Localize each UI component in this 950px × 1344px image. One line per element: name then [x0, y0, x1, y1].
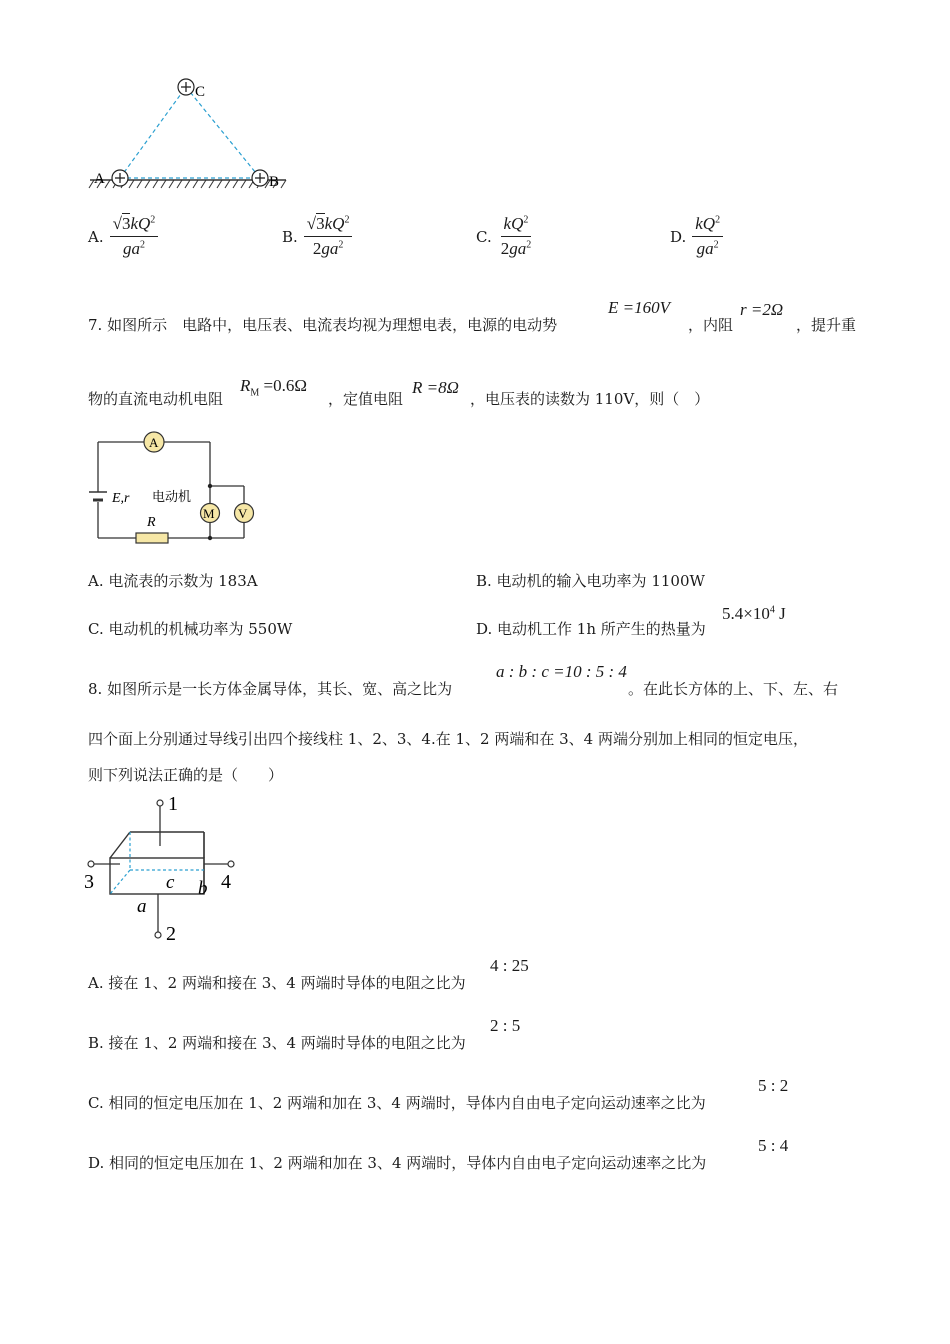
q6-option-c-letter: C.	[476, 227, 492, 246]
q6-option-a-letter: A.	[88, 227, 104, 246]
charge-a-icon	[112, 170, 128, 186]
charges-triangle-diagram	[86, 74, 296, 200]
q8-option-d-value: 5 : 4	[758, 1136, 789, 1155]
q7-internal-resistance: r =2Ω	[740, 300, 784, 319]
q7-stem-line1: 7. 如图所示 电路中，电压表、电流表均视为理想电表，电源的电动势	[88, 316, 558, 334]
q6-option-d-fraction: $\frac{kQ^2}{ga^2}$	[692, 214, 723, 259]
q8-option-b-value: 2 : 5	[490, 1016, 521, 1035]
source-label: E,r	[112, 491, 130, 506]
charge-c-icon	[178, 79, 194, 95]
label-c: C	[195, 84, 206, 100]
terminal-4-label: 4	[221, 871, 231, 893]
terminal-1-icon	[157, 800, 163, 806]
junction-top	[208, 484, 212, 488]
q6-option-b-fraction: $\frac{√3kQ^2}{2ga^2}$	[304, 214, 353, 259]
q8-option-c-value: 5 : 2	[758, 1076, 789, 1095]
q8-option-a[interactable]: A. 接在 1、2 两端和接在 3、4 两端时导体的电阻之比为	[88, 974, 466, 992]
q6-option-c-fraction: $\frac{kQ^2}{2ga^2}$	[500, 214, 532, 258]
q7-end2: ，电压表的读数为 110V，则（ ）	[470, 390, 710, 408]
q7-stem-line2: 物的直流电动机电阻	[88, 390, 224, 408]
q8-ratio: a : b : c =10 : 5 : 4	[496, 662, 627, 681]
terminal-1-label: 1	[168, 794, 178, 815]
edge-b-label: b	[198, 878, 208, 899]
charge-b-icon	[252, 170, 268, 186]
q7-option-c[interactable]: C. 电动机的机械功率为 550W	[88, 620, 293, 638]
resistor-label: R	[147, 515, 156, 530]
q6-option-a[interactable]	[88, 214, 158, 259]
q7-fixed-resistance: R =8Ω	[412, 378, 459, 397]
terminal-3-icon	[88, 861, 94, 867]
q7-option-b[interactable]: B. 电动机的输入电功率为 1100W	[476, 572, 705, 590]
motor-icon	[201, 504, 220, 523]
dashed-triangle	[120, 87, 260, 178]
label-b: B	[269, 174, 280, 190]
q6-option-d-letter: D.	[670, 227, 687, 246]
q8-stem-line3: 则下列说法正确的是（ ）	[88, 766, 284, 784]
q8-option-d[interactable]: D. 相同的恒定电压加在 1、2 两端和加在 3、4 两端时，导体内自由电子定向运动速率之比为	[88, 1154, 707, 1172]
resistor-icon	[136, 533, 168, 543]
q6-option-b-letter: B.	[282, 227, 298, 246]
terminal-3-label: 3	[84, 871, 94, 893]
voltmeter-icon	[235, 504, 254, 523]
q7-circuit-diagram	[86, 430, 266, 550]
q7-mid2: ，定值电阻	[328, 390, 404, 408]
block-hidden-edges	[110, 832, 204, 894]
q8-option-a-value: 4 : 25	[490, 956, 529, 975]
q6-option-c[interactable]	[476, 214, 534, 259]
q7-option-d[interactable]: D. 电动机工作 1h 所产生的热量为	[476, 620, 706, 638]
q6-option-b[interactable]	[282, 214, 352, 259]
svg-text:M: M	[203, 506, 215, 521]
q8-stem-line2: 四个面上分别通过导线引出四个接线柱 1、2、3、4.在 1、2 两端和在 3、4 两端分别加上相同的恒定电压，	[88, 730, 808, 748]
q7-emf: E =160V	[608, 298, 670, 317]
q8-block-diagram	[82, 794, 242, 944]
edge-c-label: c	[166, 872, 175, 893]
terminal-2-icon	[155, 932, 161, 938]
q8-option-b[interactable]: B. 接在 1、2 两端和接在 3、4 两端时导体的电阻之比为	[88, 1034, 466, 1052]
q7-end1: ，提升重	[796, 316, 857, 334]
ammeter-icon	[144, 432, 164, 452]
terminal-wires	[94, 806, 228, 932]
block-solid-edges	[110, 832, 204, 894]
junction-bottom	[208, 536, 212, 540]
label-a: A	[94, 171, 105, 187]
svg-text:V: V	[238, 506, 248, 521]
svg-text:A: A	[149, 435, 159, 450]
q8-stem-line1: 8. 如图所示是一长方体金属导体，其长、宽、高之比为	[88, 680, 453, 698]
terminal-2-label: 2	[166, 923, 176, 944]
q7-option-a[interactable]: A. 电流表的示数为 183A	[88, 572, 258, 590]
q7-mid1: ，内阻	[688, 316, 734, 334]
q7-motor-resistance: $R_M =0.6\Omega$	[240, 376, 308, 399]
terminal-4-icon	[228, 861, 234, 867]
q6-option-a-fraction: $\frac{√3kQ^2}{ga^2}$	[110, 214, 159, 259]
battery-icon	[89, 492, 107, 500]
q8-end1: 。在此长方体的上、下、左、右	[628, 680, 839, 698]
edge-a-label: a	[137, 896, 147, 917]
motor-label: 电动机	[152, 489, 192, 504]
q6-option-d[interactable]	[670, 214, 723, 259]
q8-option-c[interactable]: C. 相同的恒定电压加在 1、2 两端和加在 3、4 两端时，导体内自由电子定向运动速率之比为	[88, 1094, 706, 1112]
q7-option-d-value: $5.4\times 10^4$ J	[722, 604, 786, 623]
